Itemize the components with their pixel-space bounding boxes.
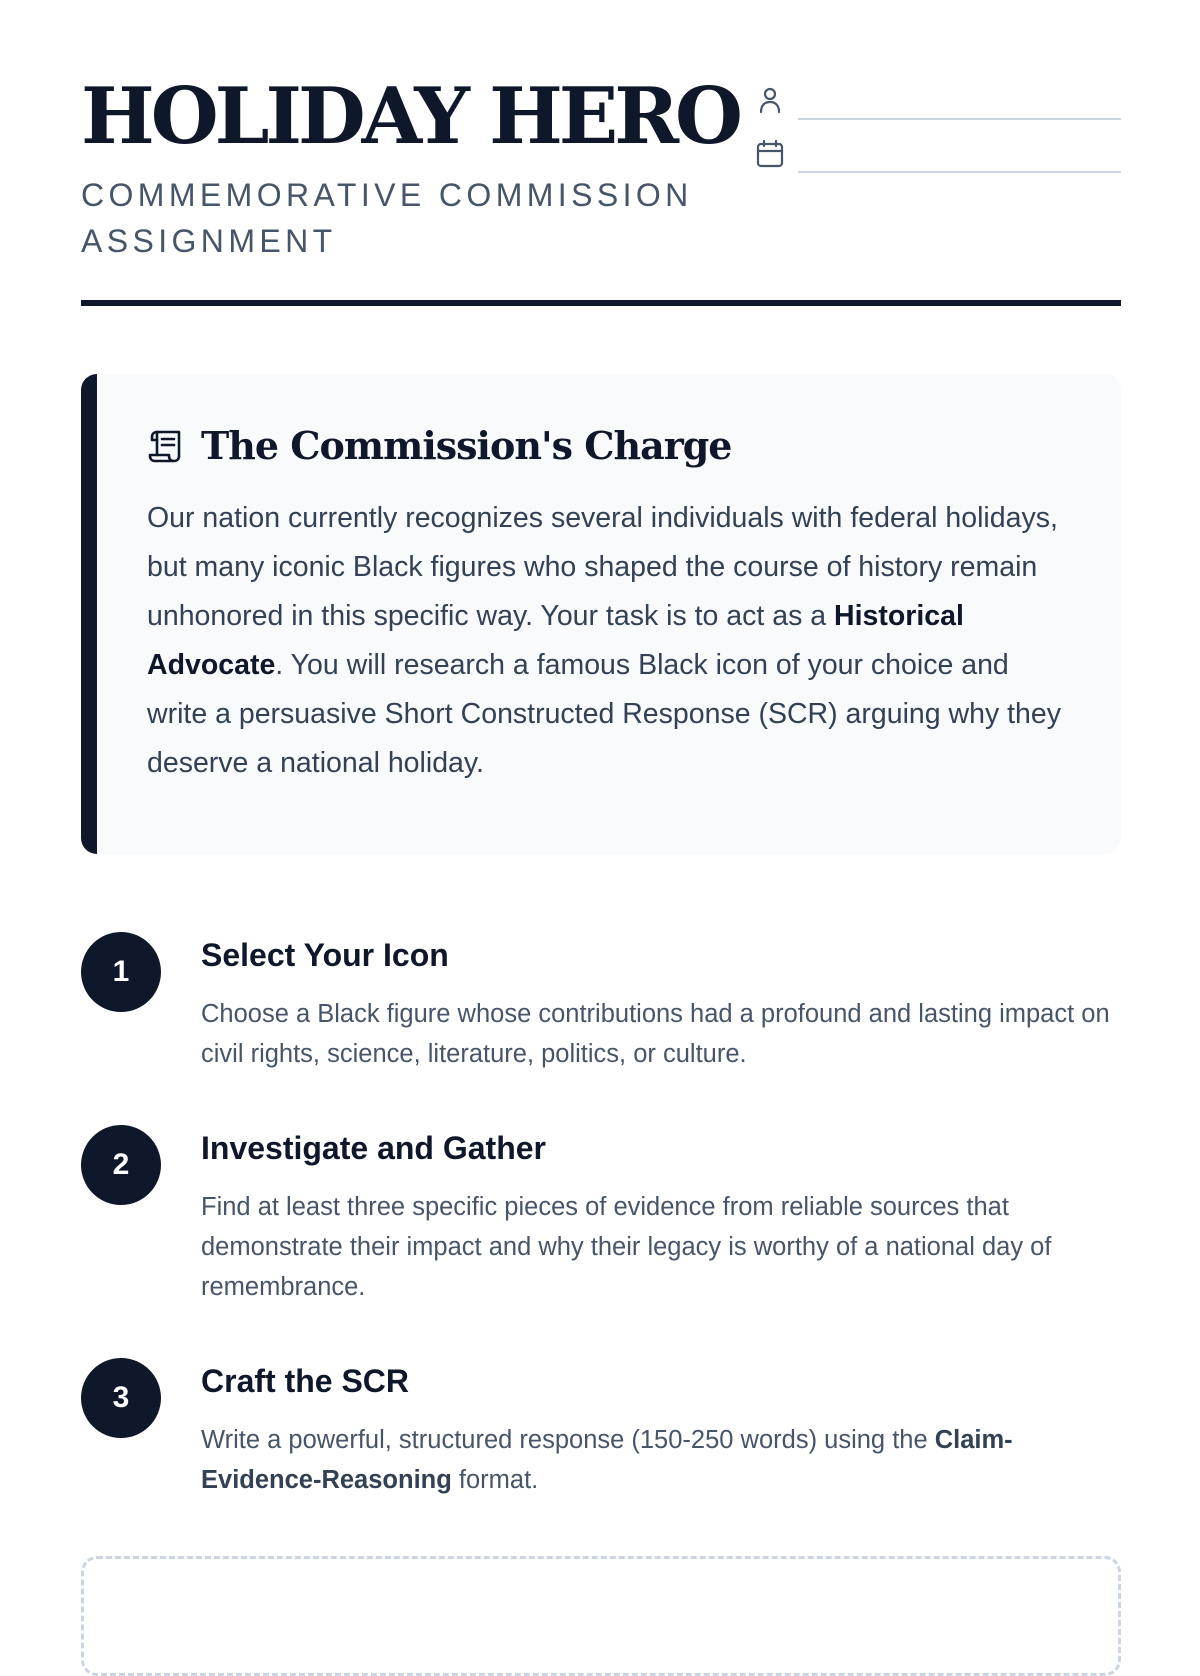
step-description: Choose a Black figure whose contributions had a profound and lasting impact on civil rights, science, literature, politics, or culture. [201, 1000, 1110, 1068]
header-divider [81, 300, 1121, 306]
step-title: Investigate and Gather [201, 1130, 546, 1166]
date-field-row [754, 137, 1121, 190]
charge-heading [147, 423, 1071, 468]
step-number-badge: 1 [81, 932, 161, 1012]
page-header [81, 0, 1121, 310]
name-field-row [754, 84, 1121, 137]
charge-text-part: Our nation currently recognizes several individuals with federal holidays, but many iconic Black figures who shaped the course of history remain unhonored in this specific way. Your task is to act as a [147, 502, 1058, 632]
charge-title: The Commission's Charge [201, 423, 732, 468]
student-info-fields [754, 84, 1121, 190]
name-field[interactable] [798, 118, 1121, 120]
step-description-emphasis: Claim-Evidence-Reasoning [201, 1426, 1013, 1494]
commission-charge-panel [81, 374, 1121, 854]
step-number-badge: 3 [81, 1358, 161, 1438]
page-title: HOLIDAY HERO [81, 71, 739, 162]
calendar-icon [754, 137, 786, 169]
step-description-part: format. [451, 1466, 539, 1494]
step-title: Craft the SCR [201, 1363, 410, 1399]
step-number-badge: 2 [81, 1125, 161, 1205]
step-description [201, 1420, 1116, 1500]
charge-text-emphasis: Historical Advocate [147, 600, 964, 681]
date-field[interactable] [798, 171, 1121, 173]
charge-text-part: . You will research a famous Black icon of your choice and write a persuasive Short Constructed Response (SCR) arguing why they deserve a national holiday. [147, 649, 1062, 779]
step-description-part: Write a powerful, structured response (150-250 words) using the [201, 1426, 935, 1454]
user-icon [754, 84, 786, 116]
assignment-page [81, 0, 1121, 1494]
step-description: Find at least three specific pieces of evidence from reliable sources that demonstrate their impact and why their legacy is worthy of a national day of remembrance. [201, 1193, 1052, 1301]
scroll-icon [147, 426, 187, 466]
page-subtitle: COMMEMORATIVE COMMISSION ASSIGNMENT [81, 177, 693, 259]
charge-text [147, 494, 1071, 788]
step-title: Select Your Icon [201, 937, 449, 973]
response-area [81, 1556, 1121, 1676]
